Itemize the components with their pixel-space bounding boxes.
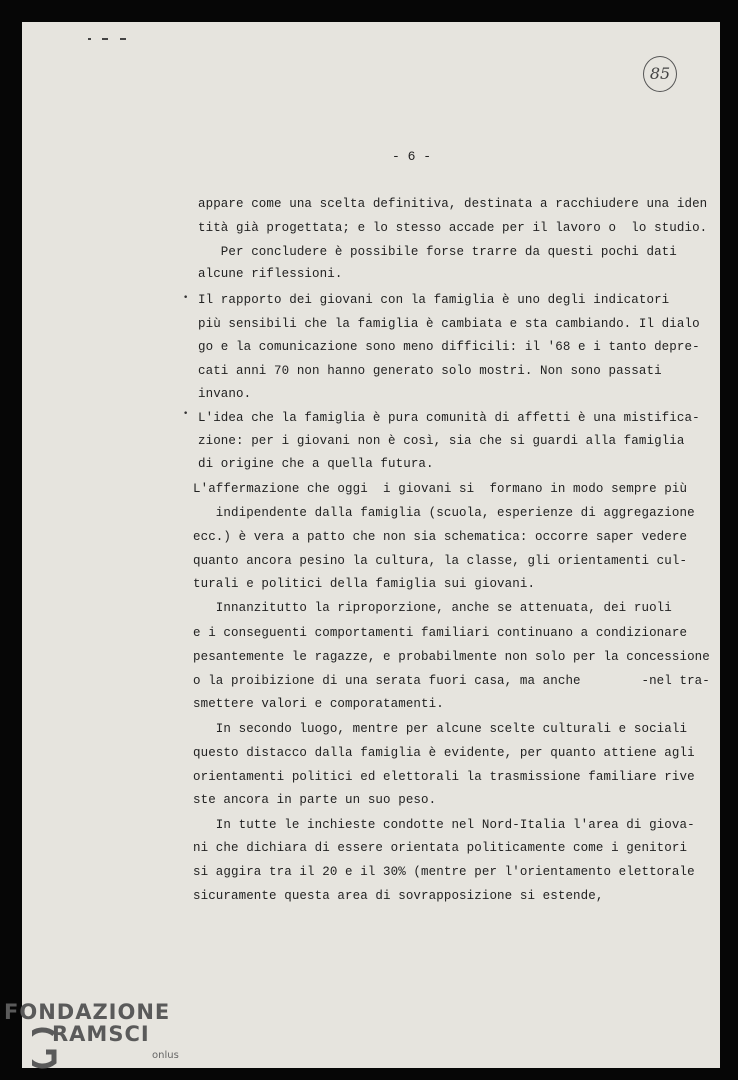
page-number: - 6 -	[392, 149, 432, 164]
text-line: alcune riflessioni.	[198, 267, 343, 281]
watermark-line3: onlus	[152, 1050, 179, 1061]
text-line: appare come una scelta definitiva, destinata a racchiudere una iden	[198, 197, 708, 211]
text-line: questo distacco dalla famiglia è evidente, per quanto attiene agli	[193, 746, 695, 760]
text-line: più sensibili che la famiglia è cambiata e sta cambiando. Il dialo	[198, 317, 700, 331]
text-line: tità già progettata; e lo stesso accade per il lavoro o lo studio.	[198, 221, 708, 235]
text-line: pesantemente le ragazze, e probabilmente non solo per la concessione	[193, 650, 710, 664]
text-line: turali e politici della famiglia sui giovani.	[193, 577, 536, 591]
text-line: In tutte le inchieste condotte nel Nord-Italia l'area di giova-	[193, 818, 695, 832]
text-line: quanto ancora pesino la cultura, la classe, gli orientamenti cul-	[193, 554, 688, 568]
text-line: Il rapporto dei giovani con la famiglia è uno degli indicatori	[198, 293, 670, 307]
text-line: ecc.) è vera a patto che non sia schematica: occorre saper vedere	[193, 530, 688, 544]
watermark-line1: FONDAZIONE	[4, 1000, 171, 1024]
watermark-line2: RAMSCI	[52, 1022, 150, 1046]
watermark-logo	[4, 1000, 179, 1061]
text-line: zione: per i giovani non è così, sia che si guardi alla famiglia	[198, 434, 685, 448]
text-line: L'idea che la famiglia è pura comunità di affetti è una mistifica-	[198, 411, 700, 425]
text-line: sicuramente questa area di sovrapposizione si estende,	[193, 889, 604, 903]
text-line: In secondo luogo, mentre per alcune scelte culturali e sociali	[193, 722, 688, 736]
text-line: invano.	[198, 387, 252, 401]
text-line: L'affermazione che oggi i giovani si formano in modo sempre più	[193, 482, 688, 496]
text-line: Per concludere è possibile forse trarre da questi pochi dati	[198, 245, 677, 259]
corner-mark	[88, 38, 128, 42]
text-line: o la proibizione di una serata fuori casa, ma anche -nel tra-	[193, 674, 710, 688]
text-line: ste ancora in parte un suo peso.	[193, 793, 437, 807]
text-line: e i conseguenti comportamenti familiari continuano a condizionare	[193, 626, 688, 640]
text-line: orientamenti politici ed elettorali la trasmissione familiare rive	[193, 770, 695, 784]
bullet-marker: •	[183, 293, 189, 303]
text-line: di origine che a quella futura.	[198, 457, 434, 471]
text-line: Innanzitutto la riproporzione, anche se attenuata, dei ruoli	[193, 601, 672, 615]
text-line: indipendente dalla famiglia (scuola, esperienze di aggregazione	[193, 506, 695, 520]
text-line: ni che dichiara di essere orientata politicamente come i genitori	[193, 841, 688, 855]
document-page	[22, 22, 720, 1068]
text-line: go e la comunicazione sono meno difficili: il '68 e i tanto depre-	[198, 340, 700, 354]
bullet-marker: •	[183, 409, 189, 419]
page-stamp: 85	[643, 56, 677, 92]
text-line: si aggira tra il 20 e il 30% (mentre per l'orientamento elettorale	[193, 865, 695, 879]
text-line: smettere valori e comporatamenti.	[193, 697, 444, 711]
text-line: cati anni 70 non hanno generato solo mostri. Non sono passati	[198, 364, 662, 378]
